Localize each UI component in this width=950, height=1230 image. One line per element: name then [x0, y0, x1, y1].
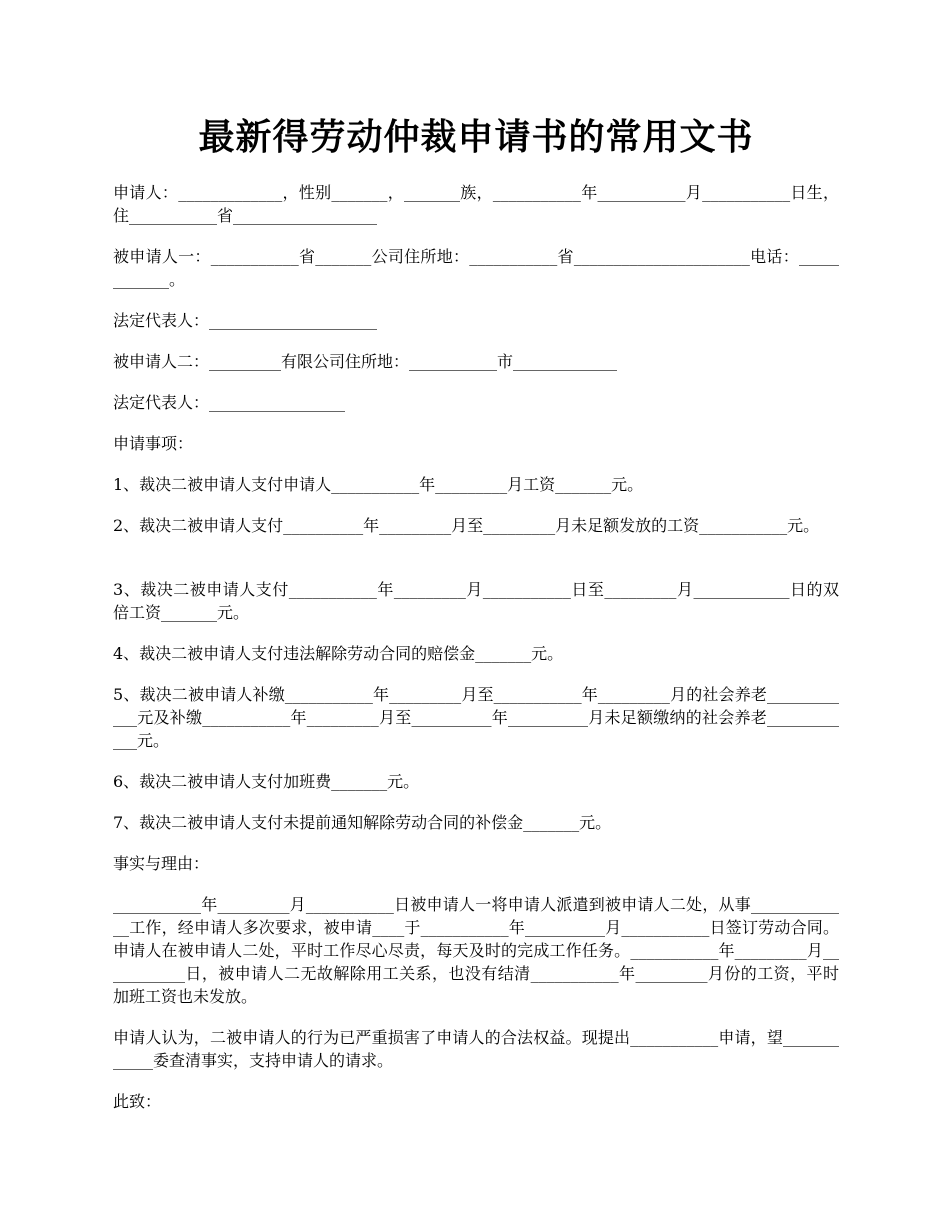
applicant-paragraph: 申请人：_____________，性别_______，_______族，___________年___________月___________日生，住___________省__________________	[113, 183, 839, 225]
claim-item-5: 5、裁决二被申请人补缴___________年_________月至___________年_________月的社会养老____________元及补缴___________年_________月至__________年__________月未足额缴纳的社会养老____________元。	[113, 685, 839, 750]
claim-item-2: 2、裁决二被申请人支付__________年_________月至_________月未足额发放的工资___________元。	[113, 516, 820, 535]
respondent-two-paragraph: 被申请人二：_________有限公司住所地：___________市_____________	[113, 352, 618, 371]
claim-item-3: 3、裁决二被申请人支付___________年_________月___________日至_________月____________日的双倍工资_______元。	[113, 580, 839, 622]
legal-rep-one-paragraph: 法定代表人：_____________________	[113, 311, 378, 330]
respondent-one-paragraph: 被申请人一：___________省_______公司住所地：___________省______________________电话：____________。	[113, 247, 839, 289]
claim-item-4: 4、裁决二被申请人支付违法解除劳动合同的赔偿金_______元。	[113, 644, 564, 663]
conclusion-paragraph: 申请人认为，二被申请人的行为已严重损害了申请人的合法权益。现提出___________申请，望____________委查清事实，支持申请人的请求。	[113, 1028, 839, 1070]
legal-rep-two-paragraph: 法定代表人：_________________	[113, 393, 346, 412]
facts-paragraph: ___________年_________月___________日被申请人一将申请人派遣到被申请人二处，从事_____________工作，经申请人多次要求，被申请____于___________年__________月___________日签订劳动合同。申请人在被申请人二处，平时工作尽心尽责，每天及时的完成工作任务。___________年_________月___________日，被申请人二无故解除用工关系，也没有结清___________年_________月份的工资，平时加班工资也未发放。	[113, 895, 839, 1006]
claim-item-1: 1、裁决二被申请人支付申请人___________年_________月工资_______元。	[113, 475, 644, 494]
claim-item-7: 7、裁决二被申请人支付未提前通知解除劳动合同的补偿金_______元。	[113, 813, 612, 832]
claim-item-6: 6、裁决二被申请人支付加班费_______元。	[113, 772, 420, 791]
document-title: 最新得劳动仲裁申请书的常用文书	[198, 116, 754, 158]
facts-heading: 事实与理由：	[113, 854, 210, 873]
claims-heading: 申请事项：	[113, 434, 194, 453]
closing-salutation: 此致：	[113, 1092, 162, 1111]
